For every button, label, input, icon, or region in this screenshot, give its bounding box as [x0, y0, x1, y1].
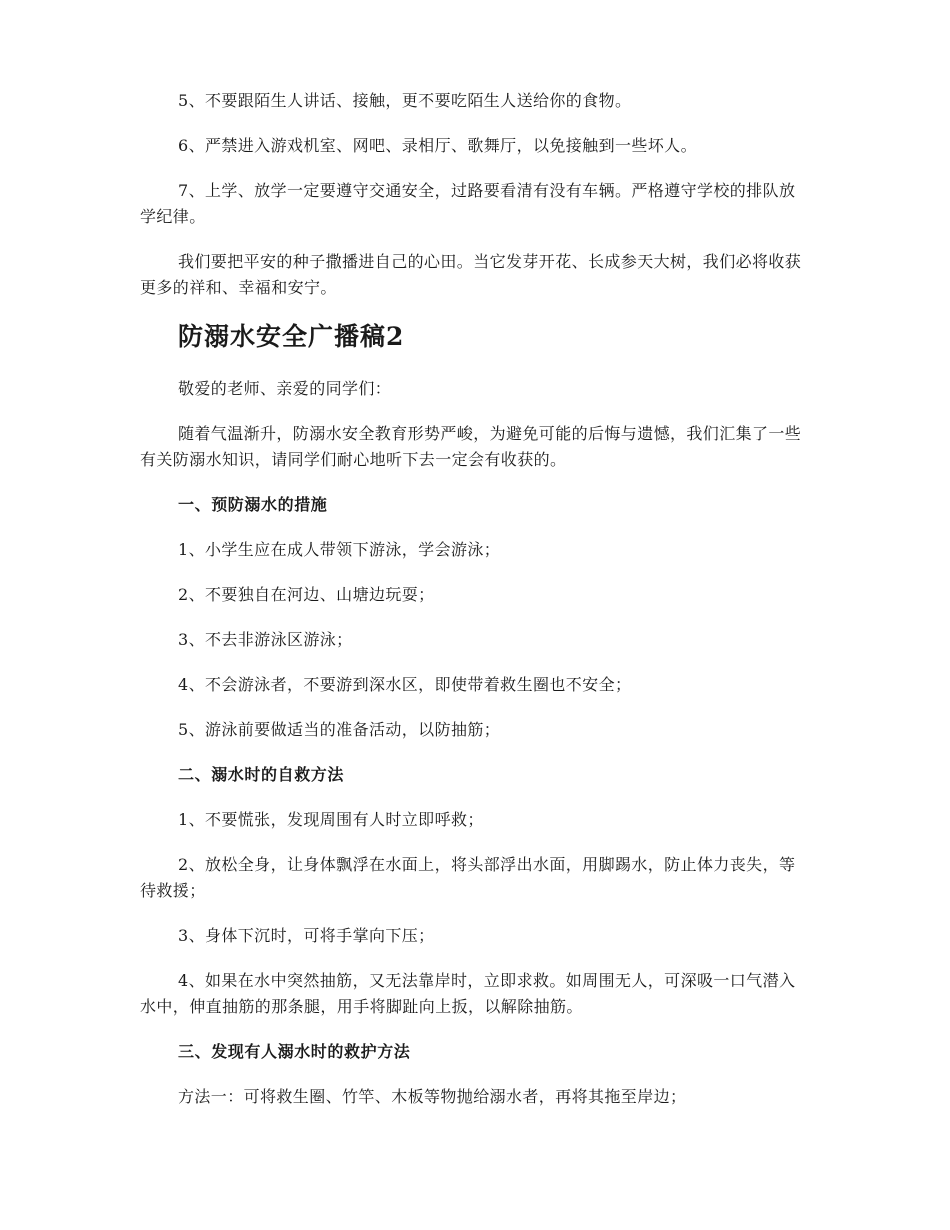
- list-item: 3、身体下沉时，可将手掌向下压；: [178, 926, 435, 945]
- document-title: 防溺水安全广播稿2: [178, 322, 405, 351]
- intro-item: 7、上学、放学一定要遵守交通安全，过路要看清有没有车辆。严格遵守学校的排队放学纪律。: [140, 181, 796, 226]
- section-heading: 二、溺水时的自救方法: [178, 765, 345, 784]
- list-item: 4、如果在水中突然抽筋，又无法靠岸时，立即求救。如周围无人，可深吸一口气潜入水中，伸直抽筋的那条腿，用手将脚趾向上扳，以解除抽筋。: [140, 971, 796, 1016]
- intro-item: 5、不要跟陌生人讲话、接触，更不要吃陌生人送给你的食物。: [178, 91, 632, 110]
- section-prevention: [140, 492, 810, 743]
- section-rescue-others: [140, 1039, 810, 1110]
- closing-paragraph: 我们要把平安的种子撒播进自己的心田。当它发芽开花、长成参天大树，我们必将收获更多的祥和、幸福和安宁。: [140, 252, 802, 297]
- list-item: 2、不要独自在河边、山塘边玩耍；: [178, 585, 435, 604]
- list-item: 1、小学生应在成人带领下游泳，学会游泳；: [178, 540, 501, 559]
- section-heading: 三、发现有人溺水时的救护方法: [178, 1042, 411, 1061]
- list-item: 方法一：可将救生圈、竹竿、木板等物抛给溺水者，再将其拖至岸边；: [178, 1087, 687, 1106]
- intro-item: 6、严禁进入游戏机室、网吧、录相厅、歌舞厅，以免接触到一些坏人。: [178, 136, 697, 155]
- section-self-rescue: [140, 762, 810, 1020]
- list-item: 4、不会游泳者，不要游到深水区，即使带着救生圈也不安全；: [178, 675, 632, 694]
- list-item: 1、不要慌张，发现周围有人时立即呼救；: [178, 810, 484, 829]
- greeting: 敬爱的老师、亲爱的同学们：: [178, 379, 392, 398]
- lead-paragraph: 随着气温渐升，防溺水安全教育形势严峻，为避免可能的后悔与遗憾，我们汇集了一些有关防溺水知识，请同学们耐心地听下去一定会有收获的。: [140, 424, 802, 469]
- list-item: 3、不去非游泳区游泳；: [178, 630, 353, 649]
- document-page: [140, 88, 810, 1129]
- list-item: 2、放松全身，让身体飘浮在水面上，将头部浮出水面，用脚踢水，防止体力丧失，等待救援；: [140, 855, 796, 900]
- section-heading: 一、预防溺水的措施: [178, 495, 328, 514]
- list-item: 5、游泳前要做适当的准备活动，以防抽筋；: [178, 720, 501, 739]
